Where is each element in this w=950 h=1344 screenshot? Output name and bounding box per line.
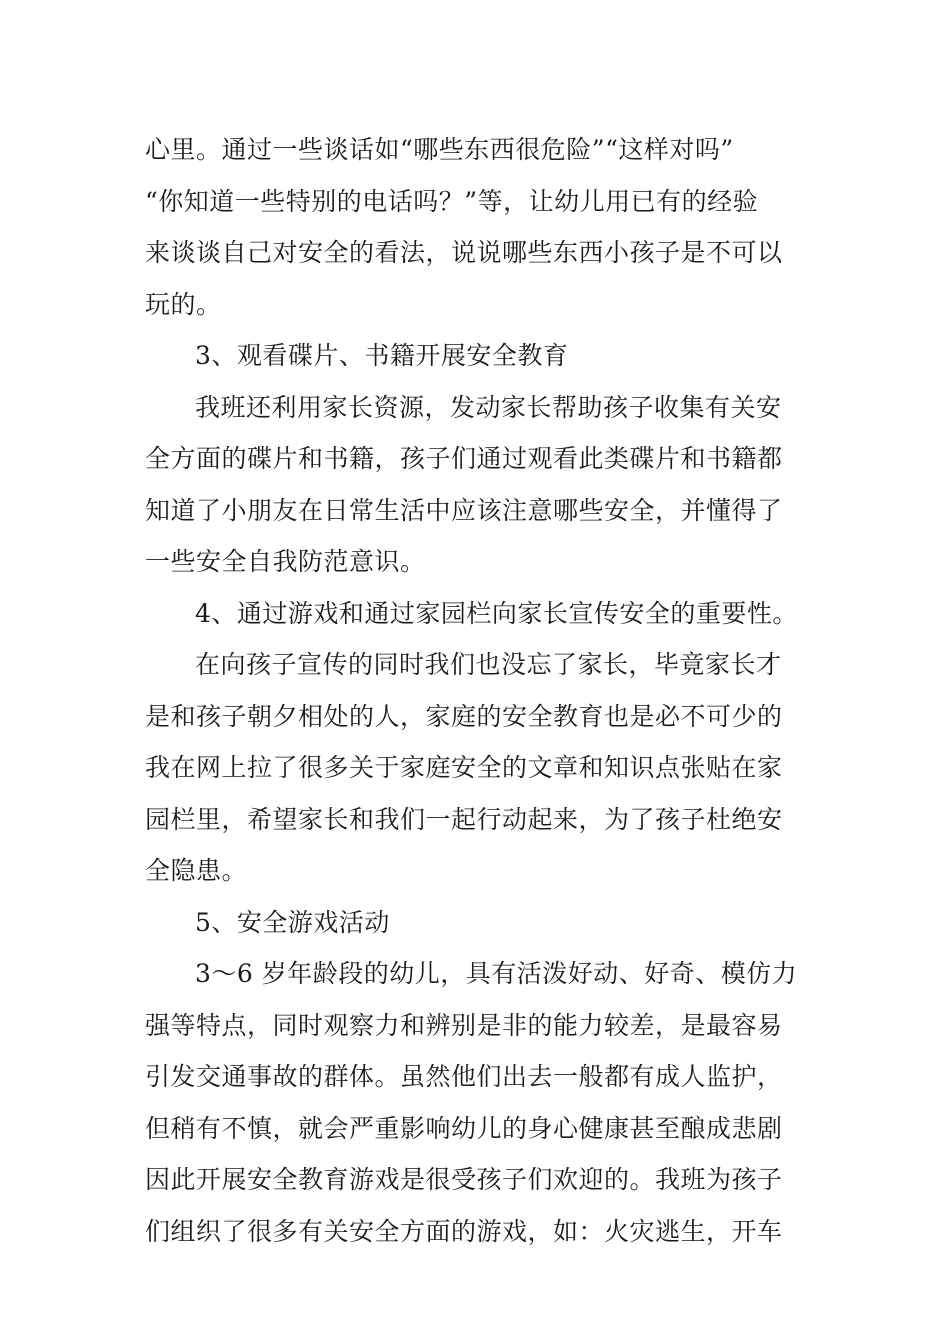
text-line: 是和孩子朝夕相处的人，家庭的安全教育也是必不可少的	[145, 701, 783, 731]
text-line: 一些安全自我防范意识。	[145, 547, 426, 576]
text-line: 5、安全游戏活动	[195, 907, 390, 937]
text-line: 但稍有不慎，就会严重影响幼儿的身心健康甚至酿成悲剧	[145, 1113, 783, 1143]
text-line: 园栏里，希望家长和我们一起行动起来，为了孩子杜绝安	[145, 804, 783, 834]
text-line: 我在网上拉了很多关于家庭安全的文章和知识点张贴在家	[145, 753, 783, 782]
text-line: 3、观看碟片、书籍开展安全教育	[195, 341, 569, 370]
text-line: 3～6 岁年龄段的幼儿，具有活泼好动、好奇、模仿力	[195, 959, 798, 988]
text-line: “你知道一些特别的电话吗？”等，让幼儿用已有的经验	[145, 186, 759, 216]
text-line: 来谈谈自己对安全的看法，说说哪些东西小孩子是不可以	[145, 238, 783, 267]
text-line: 引发交通事故的群体。虽然他们出去一般都有成人监护，	[145, 1062, 783, 1091]
text-line: 心里。通过一些谈话如“哪些东西很危险”“这样对吗”	[145, 135, 734, 164]
text-line: 在向孩子宣传的同时我们也没忘了家长，毕竟家长才	[195, 650, 782, 679]
text-line: 全方面的碟片和书籍，孩子们通过观看此类碟片和书籍都	[145, 444, 783, 473]
text-line: 知道了小朋友在日常生活中应该注意哪些安全，并懂得了	[145, 495, 783, 525]
text-line: 4、通过游戏和通过家园栏向家长宣传安全的重要性。	[195, 598, 798, 628]
text-line: 我班还利用家长资源，发动家长帮助孩子收集有关安	[195, 392, 782, 422]
text-line: 因此开展安全教育游戏是很受孩子们欢迎的。我班为孩子	[145, 1165, 783, 1194]
text-line: 全隐患。	[145, 856, 248, 885]
document-body	[145, 124, 810, 1257]
text-line: 玩的。	[145, 289, 222, 319]
text-line: 们组织了很多有关安全方面的游戏，如：火灾逃生，开车	[145, 1216, 783, 1246]
text-line: 强等特点，同时观察力和辨别是非的能力较差，是最容易	[145, 1010, 783, 1040]
